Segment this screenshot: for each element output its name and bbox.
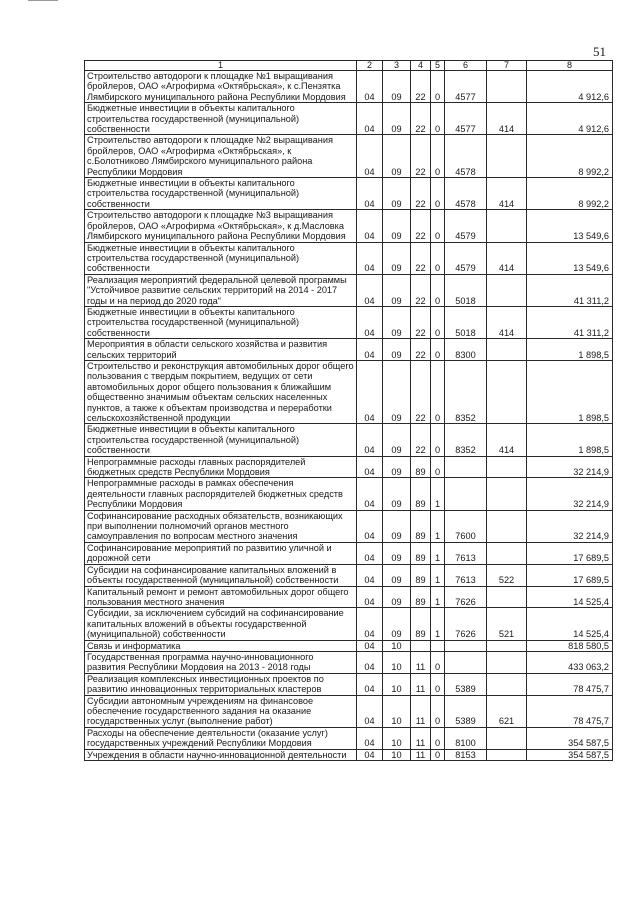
row-name-cell: Капитальный ремонт и ремонт автомобильных дорог общего пользования местного значения bbox=[85, 586, 357, 608]
column-header: 2 bbox=[357, 61, 383, 71]
code-cell: 09 bbox=[383, 103, 411, 135]
code-cell: 22 bbox=[411, 103, 431, 135]
code-cell: 04 bbox=[357, 424, 383, 456]
code-cell: 09 bbox=[383, 71, 411, 103]
table-row bbox=[85, 640, 613, 651]
row-name-cell: Связь и информатика bbox=[85, 640, 357, 651]
code-cell: 04 bbox=[357, 542, 383, 564]
code-cell bbox=[487, 510, 527, 542]
code-cell: 5389 bbox=[445, 673, 487, 695]
code-cell: 0 bbox=[431, 695, 445, 727]
code-cell: 0 bbox=[431, 424, 445, 456]
table-row bbox=[85, 210, 613, 242]
code-cell bbox=[487, 651, 527, 673]
code-cell: 8100 bbox=[445, 727, 487, 749]
table-row bbox=[85, 339, 613, 361]
table-row bbox=[85, 510, 613, 542]
code-cell: 1 bbox=[431, 586, 445, 608]
column-header: 1 bbox=[85, 61, 357, 71]
code-cell: 11 bbox=[411, 673, 431, 695]
code-cell bbox=[411, 640, 431, 651]
column-header: 8 bbox=[527, 61, 613, 71]
code-cell bbox=[487, 456, 527, 478]
table-row bbox=[85, 749, 613, 760]
row-name-cell: Софинансирование расходных обязательств, возникающих при выполнении полномочий органов местного самоуправления по вопросам местного значения bbox=[85, 510, 357, 542]
code-cell: 09 bbox=[383, 306, 411, 338]
code-cell: 414 bbox=[487, 178, 527, 210]
code-cell: 5018 bbox=[445, 306, 487, 338]
amount-cell: 1 898,5 bbox=[527, 339, 613, 361]
code-cell: 4579 bbox=[445, 210, 487, 242]
code-cell: 04 bbox=[357, 695, 383, 727]
code-cell: 09 bbox=[383, 586, 411, 608]
table-row bbox=[85, 306, 613, 338]
code-cell: 22 bbox=[411, 242, 431, 274]
code-cell bbox=[487, 727, 527, 749]
row-name-cell: Бюджетные инвестиции в объекты капитального строительства государственной (муниципальной) собственности bbox=[85, 306, 357, 338]
table-row bbox=[85, 178, 613, 210]
code-cell: 04 bbox=[357, 478, 383, 510]
table-row bbox=[85, 727, 613, 749]
amount-cell: 17 689,5 bbox=[527, 564, 613, 586]
code-cell: 04 bbox=[357, 651, 383, 673]
table-row bbox=[85, 564, 613, 586]
code-cell: 5018 bbox=[445, 274, 487, 306]
row-name-cell: Бюджетные инвестиции в объекты капитального строительства государственной (муниципальной) собственности bbox=[85, 242, 357, 274]
column-header: 5 bbox=[431, 61, 445, 71]
code-cell: 0 bbox=[431, 242, 445, 274]
code-cell: 04 bbox=[357, 274, 383, 306]
code-cell: 09 bbox=[383, 564, 411, 586]
code-cell: 10 bbox=[383, 640, 411, 651]
code-cell: 1 bbox=[431, 608, 445, 640]
code-cell: 09 bbox=[383, 456, 411, 478]
code-cell: 04 bbox=[357, 586, 383, 608]
code-cell: 22 bbox=[411, 274, 431, 306]
code-cell bbox=[445, 456, 487, 478]
row-name-cell: Непрограммные расходы главных распорядителей бюджетных средств Республики Мордовия bbox=[85, 456, 357, 478]
code-cell: 04 bbox=[357, 456, 383, 478]
code-cell: 521 bbox=[487, 608, 527, 640]
amount-cell: 78 475,7 bbox=[527, 673, 613, 695]
amount-cell: 17 689,5 bbox=[527, 542, 613, 564]
code-cell bbox=[487, 210, 527, 242]
code-cell: 89 bbox=[411, 586, 431, 608]
code-cell: 04 bbox=[357, 749, 383, 760]
column-header: 3 bbox=[383, 61, 411, 71]
code-cell: 10 bbox=[383, 727, 411, 749]
row-name-cell: Государственная программа научно-инновационного развития Республики Мордовия на 2013 - 2018 годы bbox=[85, 651, 357, 673]
row-name-cell: Бюджетные инвестиции в объекты капитального строительства государственной (муниципальной) собственности bbox=[85, 178, 357, 210]
code-cell: 22 bbox=[411, 424, 431, 456]
code-cell: 04 bbox=[357, 210, 383, 242]
code-cell: 04 bbox=[357, 306, 383, 338]
code-cell: 0 bbox=[431, 456, 445, 478]
code-cell bbox=[487, 71, 527, 103]
amount-cell: 1 898,5 bbox=[527, 424, 613, 456]
code-cell: 4578 bbox=[445, 135, 487, 178]
code-cell bbox=[487, 478, 527, 510]
row-name-cell: Мероприятия в области сельского хозяйства и развития сельских территорий bbox=[85, 339, 357, 361]
table-row bbox=[85, 71, 613, 103]
code-cell: 89 bbox=[411, 456, 431, 478]
code-cell: 0 bbox=[431, 210, 445, 242]
code-cell: 04 bbox=[357, 135, 383, 178]
code-cell: 04 bbox=[357, 71, 383, 103]
code-cell: 04 bbox=[357, 564, 383, 586]
table-row bbox=[85, 586, 613, 608]
code-cell: 8300 bbox=[445, 339, 487, 361]
code-cell: 89 bbox=[411, 564, 431, 586]
code-cell bbox=[487, 542, 527, 564]
code-cell: 89 bbox=[411, 542, 431, 564]
row-name-cell: Учреждения в области научно-инновационной деятельности bbox=[85, 749, 357, 760]
amount-cell: 41 311,2 bbox=[527, 274, 613, 306]
code-cell bbox=[445, 640, 487, 651]
row-name-cell: Субсидии на софинансирование капитальных вложений в объекты государственной (муниципальной) собственности bbox=[85, 564, 357, 586]
code-cell: 1 bbox=[431, 510, 445, 542]
code-cell: 621 bbox=[487, 695, 527, 727]
code-cell: 09 bbox=[383, 360, 411, 423]
code-cell: 4577 bbox=[445, 71, 487, 103]
amount-cell: 433 063,2 bbox=[527, 651, 613, 673]
code-cell: 09 bbox=[383, 608, 411, 640]
code-cell bbox=[431, 640, 445, 651]
code-cell: 0 bbox=[431, 103, 445, 135]
table-row bbox=[85, 424, 613, 456]
row-name-cell: Софинансирование мероприятий по развитию уличной и дорожной сети bbox=[85, 542, 357, 564]
amount-cell: 13 549,6 bbox=[527, 210, 613, 242]
code-cell: 09 bbox=[383, 242, 411, 274]
code-cell: 0 bbox=[431, 360, 445, 423]
code-cell: 414 bbox=[487, 424, 527, 456]
code-cell: 22 bbox=[411, 360, 431, 423]
code-cell: 04 bbox=[357, 360, 383, 423]
code-cell: 89 bbox=[411, 478, 431, 510]
code-cell: 22 bbox=[411, 210, 431, 242]
code-cell bbox=[487, 274, 527, 306]
amount-cell: 78 475,7 bbox=[527, 695, 613, 727]
amount-cell: 354 587,5 bbox=[527, 749, 613, 760]
code-cell bbox=[445, 651, 487, 673]
table-row bbox=[85, 608, 613, 640]
page-number: 51 bbox=[593, 44, 606, 59]
code-cell: 22 bbox=[411, 135, 431, 178]
code-cell: 4579 bbox=[445, 242, 487, 274]
code-cell: 09 bbox=[383, 478, 411, 510]
row-name-cell: Строительство автодороги к площадке №2 выращивания бройлеров, ОАО «Агрофирма «Октябрьская», к с.Болотниково Лямбирского муниципального района Республики Мордовия bbox=[85, 135, 357, 178]
code-cell: 414 bbox=[487, 306, 527, 338]
code-cell: 1 bbox=[431, 564, 445, 586]
row-name-cell: Субсидии автономным учреждениям на финансовое обеспечение государственного задания на оказание государственных услуг (выполнение работ) bbox=[85, 695, 357, 727]
code-cell: 0 bbox=[431, 135, 445, 178]
code-cell: 0 bbox=[431, 651, 445, 673]
amount-cell: 32 214,9 bbox=[527, 510, 613, 542]
code-cell: 7626 bbox=[445, 586, 487, 608]
code-cell: 04 bbox=[357, 510, 383, 542]
table-row bbox=[85, 651, 613, 673]
amount-cell: 4 912,6 bbox=[527, 103, 613, 135]
code-cell: 0 bbox=[431, 673, 445, 695]
code-cell: 09 bbox=[383, 210, 411, 242]
table-row bbox=[85, 478, 613, 510]
code-cell: 522 bbox=[487, 564, 527, 586]
column-header-row bbox=[85, 61, 613, 71]
code-cell: 04 bbox=[357, 608, 383, 640]
code-cell: 1 bbox=[431, 478, 445, 510]
row-name-cell: Субсидии, за исключением субсидий на софинансирование капитальных вложений в объекты государственной (муниципальной) собственности bbox=[85, 608, 357, 640]
code-cell: 22 bbox=[411, 339, 431, 361]
row-name-cell: Бюджетные инвестиции в объекты капитального строительства государственной (муниципальной) собственности bbox=[85, 424, 357, 456]
table-row bbox=[85, 360, 613, 423]
amount-cell: 13 549,6 bbox=[527, 242, 613, 274]
table-row bbox=[85, 542, 613, 564]
code-cell: 09 bbox=[383, 178, 411, 210]
code-cell: 0 bbox=[431, 306, 445, 338]
code-cell bbox=[487, 640, 527, 651]
code-cell: 89 bbox=[411, 608, 431, 640]
code-cell: 0 bbox=[431, 274, 445, 306]
row-name-cell: Бюджетные инвестиции в объекты капитального строительства государственной (муниципальной) собственности bbox=[85, 103, 357, 135]
row-name-cell: Непрограммные расходы в рамках обеспечения деятельности главных распорядителей бюджетных средств Республики Мордовия bbox=[85, 478, 357, 510]
budget-table bbox=[84, 60, 613, 761]
amount-cell: 4 912,6 bbox=[527, 71, 613, 103]
row-name-cell: Реализация мероприятий федеральной целевой программы "Устойчивое развитие сельских территорий на 2014 - 2017 годы и на период до 2020 года" bbox=[85, 274, 357, 306]
code-cell bbox=[487, 586, 527, 608]
code-cell: 22 bbox=[411, 306, 431, 338]
code-cell: 7626 bbox=[445, 608, 487, 640]
row-name-cell: Строительство и реконструкция автомобильных дорог общего пользования с твердым покрытием, ведущих от сети автомобильных дорог общего пользования к ближайшим общественно значимым объектам сельских населенных пунктов, а также к объектам производства и переработки сельскохозяйственной продукции bbox=[85, 360, 357, 423]
column-header: 7 bbox=[487, 61, 527, 71]
code-cell: 11 bbox=[411, 695, 431, 727]
row-name-cell: Строительство автодороги к площадке №3 выращивания бройлеров, ОАО «Агрофирма «Октябрьская», к д.Масловка Лямбирского муниципального района Республики Мордовия bbox=[85, 210, 357, 242]
code-cell: 89 bbox=[411, 510, 431, 542]
amount-cell: 14 525,4 bbox=[527, 608, 613, 640]
code-cell bbox=[487, 135, 527, 178]
code-cell: 04 bbox=[357, 640, 383, 651]
amount-cell: 14 525,4 bbox=[527, 586, 613, 608]
row-name-cell: Расходы на обеспечение деятельности (оказание услуг) государственных учреждений Республики Мордовия bbox=[85, 727, 357, 749]
code-cell: 7613 bbox=[445, 542, 487, 564]
table-row bbox=[85, 673, 613, 695]
code-cell: 8352 bbox=[445, 360, 487, 423]
code-cell: 22 bbox=[411, 71, 431, 103]
code-cell: 09 bbox=[383, 135, 411, 178]
code-cell: 0 bbox=[431, 727, 445, 749]
amount-cell: 32 214,9 bbox=[527, 478, 613, 510]
code-cell: 04 bbox=[357, 178, 383, 210]
code-cell bbox=[487, 673, 527, 695]
table-row bbox=[85, 695, 613, 727]
code-cell: 11 bbox=[411, 749, 431, 760]
code-cell: 7600 bbox=[445, 510, 487, 542]
table-row bbox=[85, 103, 613, 135]
code-cell: 8153 bbox=[445, 749, 487, 760]
column-header: 6 bbox=[445, 61, 487, 71]
code-cell: 04 bbox=[357, 673, 383, 695]
code-cell: 4577 bbox=[445, 103, 487, 135]
code-cell: 0 bbox=[431, 178, 445, 210]
table-row bbox=[85, 274, 613, 306]
code-cell: 5389 bbox=[445, 695, 487, 727]
code-cell: 09 bbox=[383, 510, 411, 542]
column-header: 4 bbox=[411, 61, 431, 71]
code-cell: 10 bbox=[383, 749, 411, 760]
code-cell: 04 bbox=[357, 727, 383, 749]
code-cell: 11 bbox=[411, 651, 431, 673]
code-cell: 414 bbox=[487, 103, 527, 135]
code-cell: 4578 bbox=[445, 178, 487, 210]
code-cell: 0 bbox=[431, 339, 445, 361]
code-cell: 10 bbox=[383, 673, 411, 695]
table-body bbox=[85, 71, 613, 761]
code-cell bbox=[487, 749, 527, 760]
code-cell: 10 bbox=[383, 651, 411, 673]
amount-cell: 8 992,2 bbox=[527, 178, 613, 210]
code-cell: 1 bbox=[431, 542, 445, 564]
amount-cell: 41 311,2 bbox=[527, 306, 613, 338]
code-cell: 11 bbox=[411, 727, 431, 749]
amount-cell: 354 587,5 bbox=[527, 727, 613, 749]
code-cell: 7613 bbox=[445, 564, 487, 586]
code-cell: 09 bbox=[383, 542, 411, 564]
code-cell: 8352 bbox=[445, 424, 487, 456]
code-cell: 04 bbox=[357, 242, 383, 274]
code-cell: 09 bbox=[383, 339, 411, 361]
code-cell: 04 bbox=[357, 103, 383, 135]
code-cell: 0 bbox=[431, 749, 445, 760]
code-cell: 09 bbox=[383, 274, 411, 306]
code-cell: 04 bbox=[357, 339, 383, 361]
code-cell: 0 bbox=[431, 71, 445, 103]
amount-cell: 8 992,2 bbox=[527, 135, 613, 178]
row-name-cell: Реализация комплексных инвестиционных проектов по развитию инновационных территориальных кластеров bbox=[85, 673, 357, 695]
code-cell bbox=[487, 360, 527, 423]
code-cell bbox=[445, 478, 487, 510]
code-cell bbox=[487, 339, 527, 361]
amount-cell: 1 898,5 bbox=[527, 360, 613, 423]
code-cell: 22 bbox=[411, 178, 431, 210]
table-row bbox=[85, 242, 613, 274]
scan-edge-mark bbox=[28, 0, 58, 1]
row-name-cell: Строительство автодороги к площадке №1 выращивания бройлеров, ОАО «Агрофирма «Октябрьская», к с.Пензятка Лямбирского муниципального района Республики Мордовия bbox=[85, 71, 357, 103]
code-cell: 09 bbox=[383, 424, 411, 456]
table-row bbox=[85, 456, 613, 478]
code-cell: 10 bbox=[383, 695, 411, 727]
code-cell: 414 bbox=[487, 242, 527, 274]
table-row bbox=[85, 135, 613, 178]
amount-cell: 818 580,5 bbox=[527, 640, 613, 651]
amount-cell: 32 214,9 bbox=[527, 456, 613, 478]
